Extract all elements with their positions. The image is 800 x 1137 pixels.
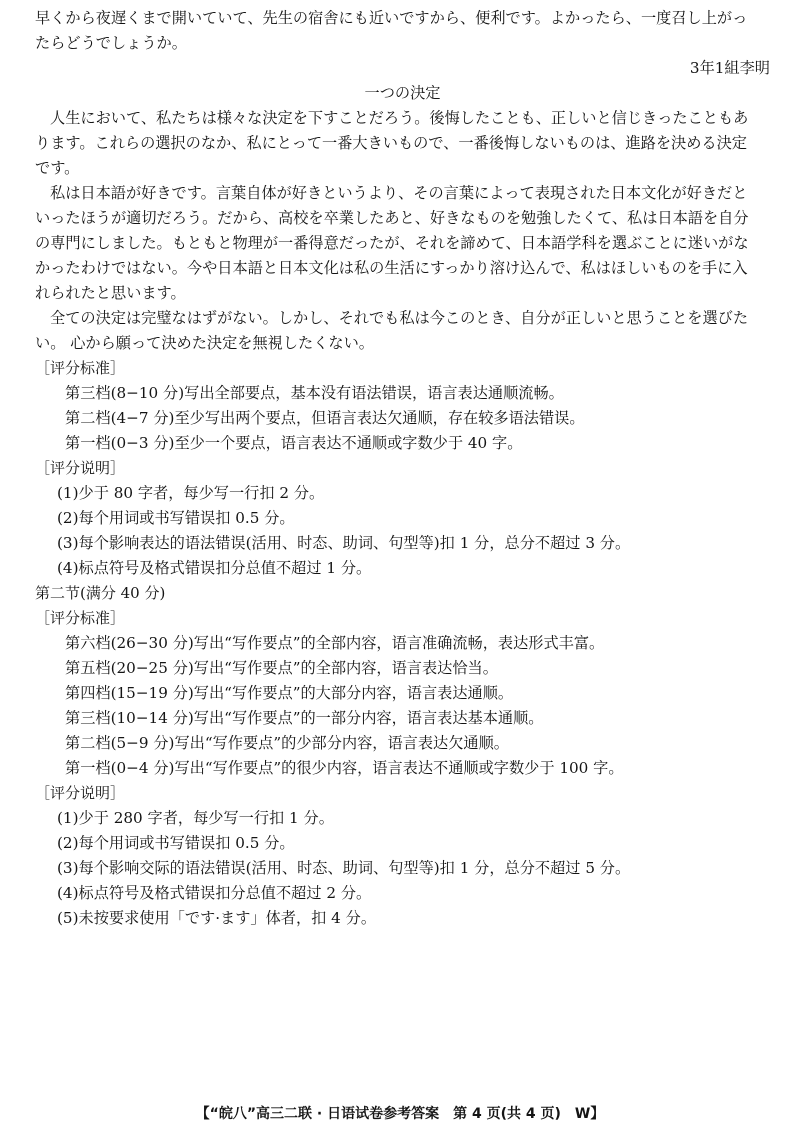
section1-note-item: (4)标点符号及格式错误扣分总值不超过 1 分。 <box>57 559 372 577</box>
document-page <box>35 6 770 931</box>
section1-note-item: (3)每个影响表达的语法错误(活用、时态、助词、句型等)扣 1 分，总分不超过 3 分。 <box>57 534 631 552</box>
section2-note-item: (5)未按要求使用「です·ます」体者，扣 4 分。 <box>57 909 377 927</box>
essay-para1-line: 人生において、私たちは様々な決定を下すことだろう。後悔したことも、正しいと信じきったこともあ <box>50 109 749 127</box>
essay-para3-line: い。 心から願って決めた決定を無視したくない。 <box>35 334 374 352</box>
section1-standard-item: 第一档(0−3 分)至少一个要点，语言表达不通顺或字数少于 40 字。 <box>65 434 523 452</box>
section2-standard-item: 第四档(15−19 分)写出“写作要点”的大部分内容，语言表达通顺。 <box>65 684 514 702</box>
section2-notes-label: ［评分说明］ <box>35 784 126 802</box>
section2-heading: 第二节(满分 40 分) <box>35 584 166 602</box>
section1-note-item: (2)每个用词或书写错误扣 0.5 分。 <box>57 509 295 527</box>
section2-note-item: (4)标点符号及格式错误扣分总值不超过 2 分。 <box>57 884 372 902</box>
section2-standard-item: 第二档(5−9 分)写出“写作要点”的少部分内容，语言表达欠通顺。 <box>65 734 509 752</box>
section2-standard-item: 第一档(0−4 分)写出“写作要点”的很少内容，语言表达不通顺或字数少于 100 字。 <box>65 759 624 777</box>
section1-standard-label: ［评分标准］ <box>35 359 126 377</box>
section1-standard-item: 第三档(8−10 分)写出全部要点，基本没有语法错误，语言表达通顺流畅。 <box>65 384 564 402</box>
essay-para2-line: 私は日本語が好きです。言葉自体が好きというより、その言葉によって表現された日本文化が好きだと <box>50 184 748 202</box>
essay-signature: 3年1組李明 <box>689 59 770 77</box>
essay-intro-line: 早くから夜遅くまで開いていて、先生の宿舎にも近いですから、便利です。よかったら、一度召し上がっ <box>35 9 748 27</box>
section2-standard-item: 第五档(20−25 分)写出“写作要点”的全部内容，语言表达恰当。 <box>65 659 498 677</box>
section1-note-item: (1)少于 80 字者，每少写一行扣 2 分。 <box>57 484 325 502</box>
essay-para1-line: です。 <box>35 159 80 177</box>
essay-para2-line: れられたと思います。 <box>35 284 186 302</box>
section2-note-item: (3)每个影响交际的语法错误(活用、时态、助词、句型等)扣 1 分，总分不超过 5 分。 <box>57 859 631 877</box>
section1-standard-item: 第二档(4−7 分)至少写出两个要点，但语言表达欠通顺，存在较多语法错误。 <box>65 409 585 427</box>
essay-para1-line: ります。これらの選択のなか、私にとって一番大きいもので、一番後悔しないものは、進路を決める決定 <box>35 134 747 152</box>
essay-para2-line: かったわけではない。今や日本語と日本文化は私の生活にすっかり溶け込んで、私はほしいものを手に入 <box>35 259 748 277</box>
section2-standard-label: ［评分标准］ <box>35 609 126 627</box>
essay-title: 一つの決定 <box>364 84 441 102</box>
section1-notes-label: ［评分说明］ <box>35 459 126 477</box>
essay-para2-line: いったほうが適切だろう。だから、高校を卒業したあと、好きなものを勉強したくて、私は日本語を自分 <box>35 209 749 227</box>
essay-para2-line: の専門にしました。もともと物理が一番得意だったが、それを諦めて、日本語学科を選ぶことに迷いがな <box>35 234 749 252</box>
section2-standard-item: 第三档(10−14 分)写出“写作要点”的一部分内容，语言表达基本通顺。 <box>65 709 544 727</box>
section2-note-item: (2)每个用词或书写错误扣 0.5 分。 <box>57 834 295 852</box>
page-footer: 【“皖八”高三二联 · 日语试卷参考答案 第 4 页(共 4 页) W】 <box>195 1106 605 1122</box>
essay-para3-line: 全ての決定は完璧なはずがない。しかし、それでも私は今このとき、自分が正しいと思うことを選びた <box>50 309 749 327</box>
section2-note-item: (1)少于 280 字者，每少写一行扣 1 分。 <box>57 809 334 827</box>
section2-standard-item: 第六档(26−30 分)写出“写作要点”的全部内容，语言准确流畅，表达形式丰富。 <box>65 634 605 652</box>
essay-intro-line: たらどうでしょうか。 <box>35 34 187 52</box>
